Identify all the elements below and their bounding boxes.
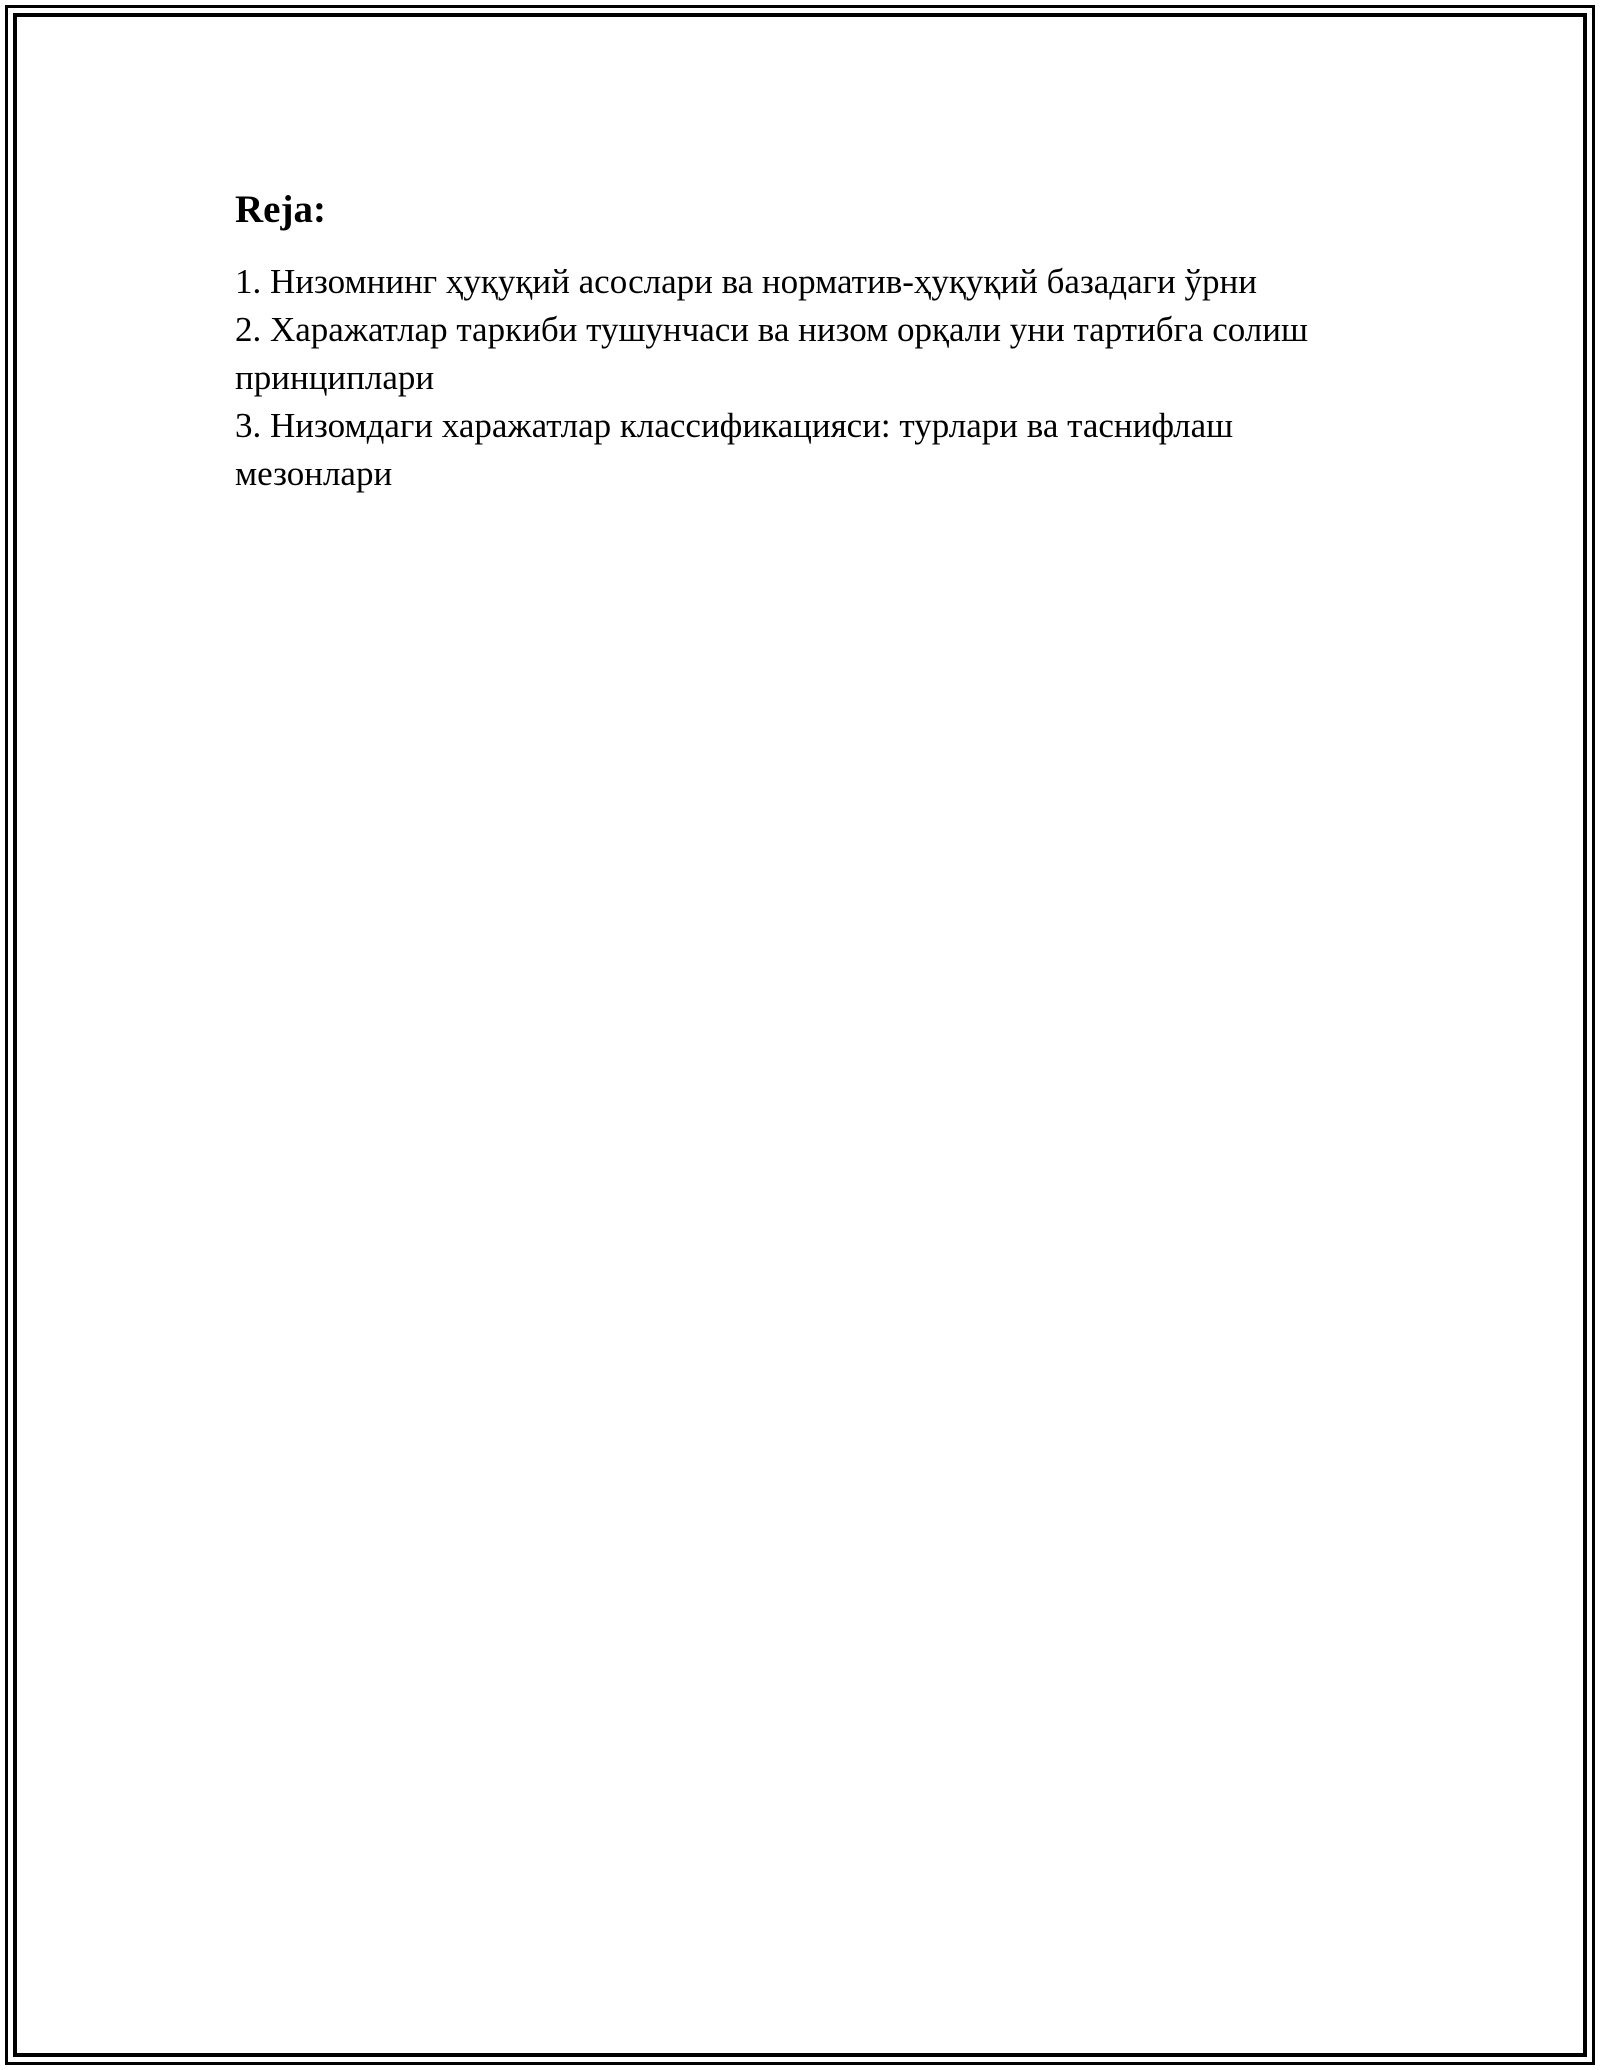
- plan-list: [235, 258, 1395, 498]
- plan-item-1: 1. Низомнинг ҳуқуқий асослари ва норматив-ҳуқуқий базадаги ўрни: [235, 262, 1257, 301]
- plan-heading: Reja:: [235, 188, 326, 231]
- plan-item-3: 3. Низомдаги харажатлар классификацияси: турлари ва таснифлаш мезонлари: [235, 406, 1234, 493]
- document-body: [235, 186, 1395, 498]
- plan-item-2: 2. Харажатлар таркиби тушунчаси ва низом орқали уни тартибга солиш принциплари: [235, 310, 1308, 397]
